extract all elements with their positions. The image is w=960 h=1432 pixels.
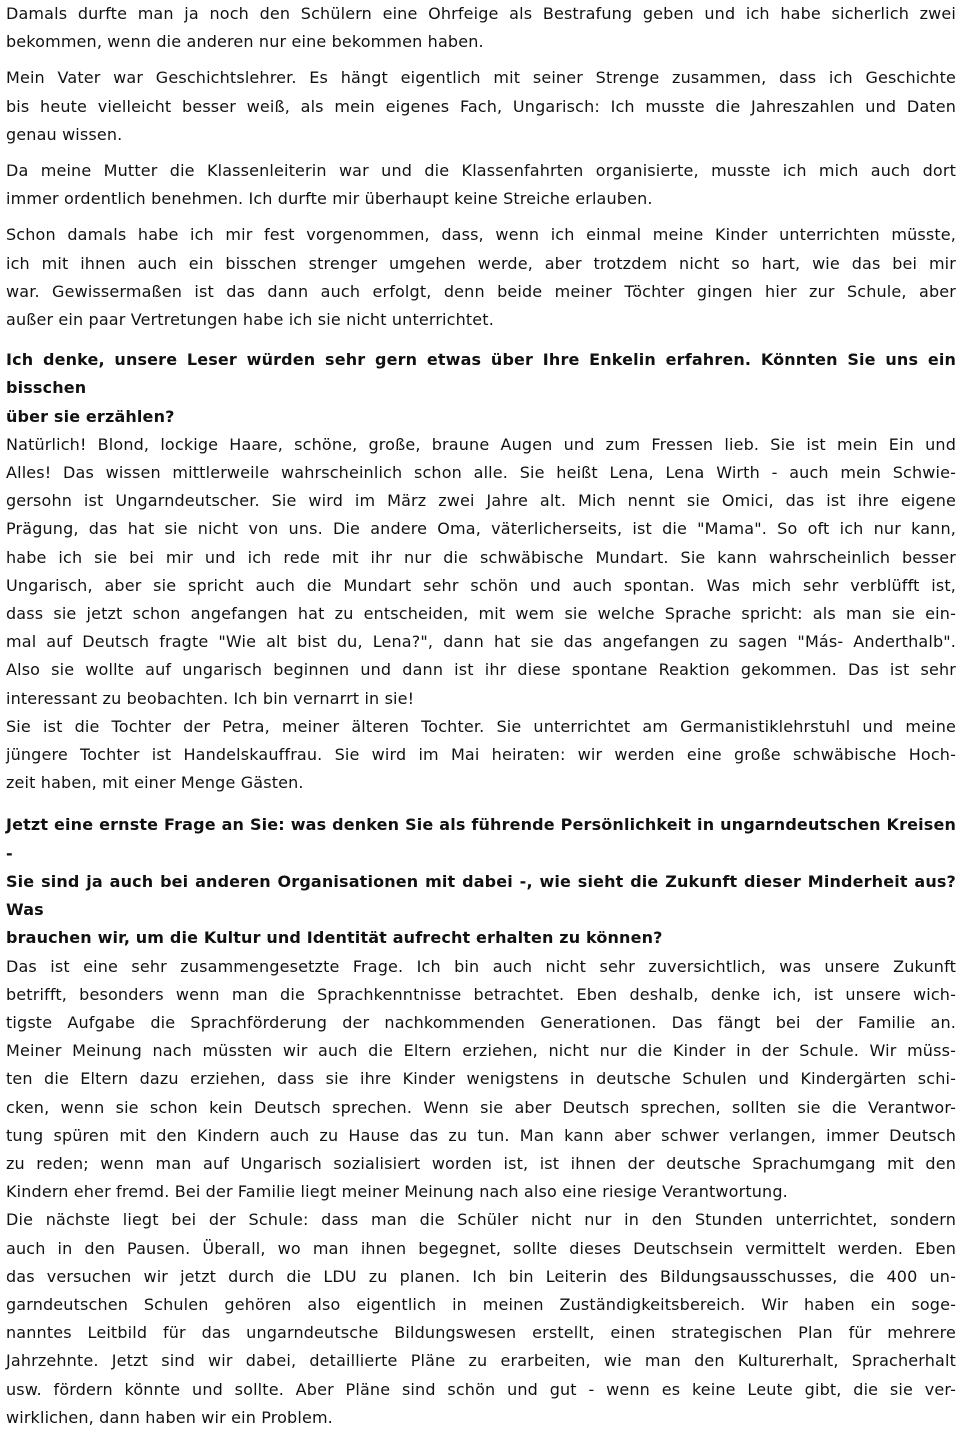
text-line: Sie sind ja auch bei anderen Organisationen mit dabei -, wie sieht die Zukunft dieser Minderheit aus? Was (6, 871, 956, 920)
text-line: nanntes Leitbild für das ungarndeutsche Bildungswesen erstellt, einen strategischen Plan für mehrere (6, 1323, 956, 1343)
text-line: über sie erzählen? (6, 406, 175, 426)
text-line: tigste Aufgabe die Sprachförderung der nachkommenden Generationen. Das fängt bei der Familie an. (6, 1012, 956, 1032)
text-line: usw. fördern könnte und sollte. Aber Pläne sind schön und gut - wenn es keine Leute gibt, die sie ver- (6, 1379, 956, 1399)
text-line: garndeutschen Schulen gehören also eigentlich in meinen Zuständigkeitsbereich. Wir haben ein soge- (6, 1294, 956, 1314)
text-line: tung spüren mit den Kindern auch zu Hause das zu tun. Man kann aber schwer verlangen, immer Deutsch (6, 1125, 956, 1145)
text-line: Ich denke, unsere Leser würden sehr gern etwas über Ihre Enkelin erfahren. Könnten Sie uns ein bisschen (6, 350, 956, 398)
paragraph (6, 64, 956, 149)
text-line: mal auf Deutsch fragte "Wie alt bist du, Lena?", dann hat sie das angefangen zu sagen "Más- Anderthalb". (6, 632, 956, 652)
text-line: Natürlich! Blond, lockige Haare, schöne, große, braune Augen und zum Fressen lieb. Sie ist mein Ein und (6, 434, 956, 454)
paragraph (6, 221, 956, 334)
paragraph (6, 953, 956, 1207)
text-line: ich mit ihnen auch ein bisschen strenger umgehen werde, aber trotzdem nicht so hart, wie das bei mir (6, 253, 956, 273)
text-line: außer ein paar Vertretungen habe ich sie nicht unterrichtet. (6, 310, 494, 330)
text-line: betrifft, besonders wenn man die Sprachkenntnisse betrachtet. Eben deshalb, denke ich, ist unsere wich- (6, 984, 956, 1004)
text-line: war. Gewissermaßen ist das dann auch erfolgt, denn beide meiner Töchter gingen hier zur Schule, aber (6, 281, 956, 301)
text-line: Prägung, das hat sie nicht von uns. Die andere Oma, väterlicherseits, ist die "Mama". So oft ich nur kann, (6, 519, 956, 539)
text-line: brauchen wir, um die Kultur und Identität aufrecht erhalten zu können? (6, 928, 663, 948)
text-line: ten die Eltern dazu erziehen, dass sie ihre Kinder wenigstens in deutsche Schulen und Kindergärten schi- (6, 1069, 956, 1089)
paragraph (6, 1206, 956, 1432)
text-line: Da meine Mutter die Klassenleiterin war und die Klassenfahrten organisierte, musste ich mich auch dort (6, 161, 956, 181)
text-line: gersohn ist Ungarndeutscher. Sie wird im März zwei Jahre alt. Mich nennt sie Omici, das ist ihre eigene (6, 491, 956, 511)
text-line: immer ordentlich benehmen. Ich durfte mir überhaupt keine Streiche erlauben. (6, 189, 653, 209)
paragraph (6, 713, 956, 798)
text-line: Sie ist die Tochter der Petra, meiner älteren Tochter. Sie unterrichtet am Germanistiklehrstuhl und meine (6, 716, 956, 736)
interview-question (6, 811, 956, 952)
text-line: Ungarisch, aber sie spricht auch die Mundart sehr schön und auch spontan. Was mich sehr verblüfft ist, (6, 575, 956, 595)
text-line: auch in den Pausen. Überall, wo man ihnen begegnet, sollte dieses Deutschsein vermittelt werden. Eben (6, 1238, 956, 1258)
document-page (6, 0, 956, 1432)
text-line: Meiner Meinung nach müssten wir auch die Eltern erziehen, nicht nur die Kinder in der Schule. Wir müss- (6, 1041, 956, 1061)
document-body (6, 0, 956, 1432)
text-line: cken, wenn sie schon kein Deutsch sprechen. Wenn sie aber Deutsch sprechen, sollten sie die Verantwor- (6, 1097, 956, 1117)
text-line: jüngere Tochter ist Handelskauffrau. Sie wird im Mai heiraten: wir werden eine große schwäbische Hoch- (6, 745, 956, 765)
text-line: wirklichen, dann haben wir ein Problem. (6, 1407, 333, 1427)
text-line: Das ist eine sehr zusammengesetzte Frage. Ich bin auch nicht sehr zuversichtlich, was unsere Zukunft (6, 956, 956, 976)
text-line: genau wissen. (6, 124, 123, 144)
text-line: zu reden; wenn man auf Ungarisch sozialisiert worden ist, ist ihnen der deutsche Sprachumgang mit den (6, 1153, 956, 1173)
text-line: Kindern eher fremd. Bei der Familie liegt meiner Meinung nach also eine riesige Verantwortung. (6, 1182, 788, 1202)
paragraph (6, 0, 956, 56)
text-line: Schon damals habe ich mir fest vorgenommen, dass, wenn ich einmal meine Kinder unterrichten müsste, (6, 225, 956, 245)
text-line: bis heute vielleicht besser weiß, als mein eigenes Fach, Ungarisch: Ich musste die Jahreszahlen und Daten (6, 96, 956, 116)
text-line: dass sie jetzt schon angefangen hat zu entscheiden, mit wem sie welche Sprache spricht: als man sie ein- (6, 604, 956, 624)
text-line: Die nächste liegt bei der Schule: dass man die Schüler nicht nur in den Stunden unterrichtet, sondern (6, 1210, 956, 1230)
text-line: Jetzt eine ernste Frage an Sie: was denken Sie als führende Persönlichkeit in ungarndeutschen Kreisen - (6, 815, 956, 863)
text-line: interessant zu beobachten. Ich bin vernarrt in sie! (6, 688, 415, 708)
text-line: Jahrzehnte. Jetzt sind wir dabei, detaillierte Pläne zu erarbeiten, wie man den Kulturerhalt, Spracherhalt (6, 1351, 956, 1371)
text-line: bekommen, wenn die anderen nur eine bekommen haben. (6, 32, 484, 52)
interview-question (6, 346, 956, 431)
paragraph (6, 157, 956, 213)
text-line: Alles! Das wissen mittlerweile wahrscheinlich schon alle. Sie heißt Lena, Lena Wirth - auch mein Schwie- (6, 463, 956, 483)
text-line: Damals durfte man ja noch den Schülern eine Ohrfeige als Bestrafung geben und ich habe sicherlich zwei (6, 4, 956, 23)
text-line: Mein Vater war Geschichtslehrer. Es hängt eigentlich mit seiner Strenge zusammen, dass ich Geschichte (6, 68, 956, 88)
text-line: Also sie wollte auf ungarisch beginnen und dann ist ihr diese spontane Reaktion gekommen. Das ist sehr (6, 660, 956, 680)
text-line: zeit haben, mit einer Menge Gästen. (6, 773, 304, 793)
text-line: habe ich sie bei mir und ich rede mit ihr nur die schwäbische Mundart. Sie kann wahrscheinlich besser (6, 547, 956, 567)
paragraph (6, 431, 956, 713)
text-line: das versuchen wir jetzt durch die LDU zu planen. Ich bin Leiterin des Bildungsausschusses, die 400 un- (6, 1266, 956, 1286)
